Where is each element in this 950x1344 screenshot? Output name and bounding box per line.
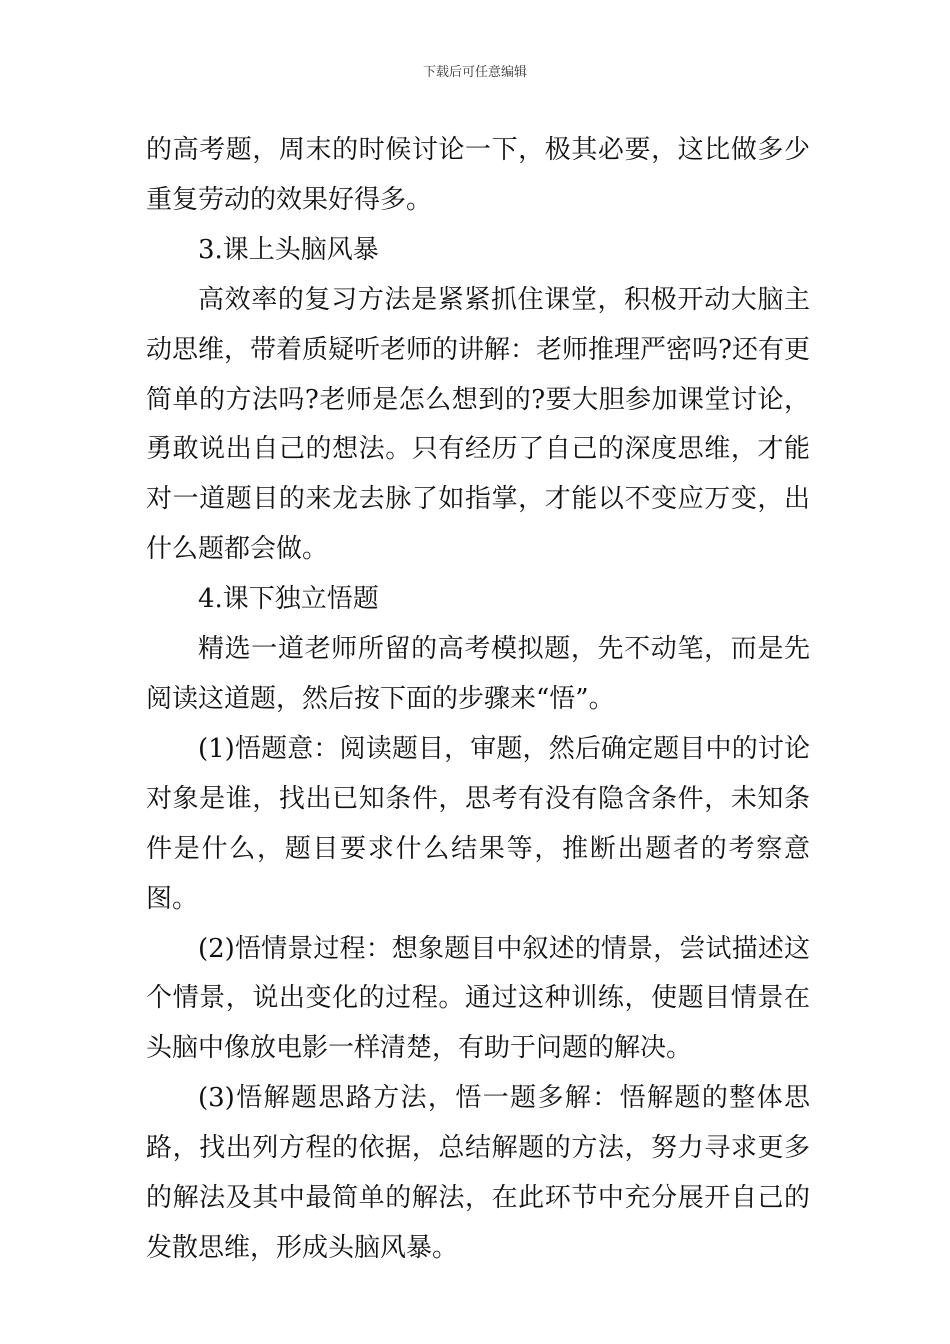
paragraph-step-1: (1)悟题意：阅读题目，审题，然后确定题目中的讨论对象是谁，找出已知条件，思考有没有隐含条件，未知条件是什么，题目要求什么结果等，推断出题者的考察意图。 — [146, 733, 810, 914]
section-heading-brainstorm: 3.课上头脑风暴 — [198, 234, 379, 265]
document-body — [146, 126, 810, 1274]
paragraph-step-2: (2)悟情景过程：想象题目中叙述的情景，尝试描述这个情景，说出变化的过程。通过这种训练，使题目情景在头脑中像放电影一样清楚，有助于问题的解决。 — [146, 933, 810, 1064]
paragraph-brainstorm: 高效率的复习方法是紧紧抓住课堂，积极开动大脑主动思维，带着质疑听老师的讲解：老师推理严密吗?还有更简单的方法吗?老师是怎么想到的?要大胆参加课堂讨论，勇敢说出自己的想法。只有经历了自己的深度思维，才能对一道题目的来龙去脉了如指掌，才能以不变应万变，出什么题都会做。 — [146, 284, 810, 565]
page-header-note: 下载后可任意编辑 — [422, 65, 527, 80]
paragraph-step-3: (3)悟解题思路方法，悟一题多解：悟解题的整体思路，找出列方程的依据，总结解题的方法，努力寻求更多的解法及其中最简单的解法，在此环节中充分展开自己的发散思维，形成头脑风暴。 — [146, 1083, 810, 1263]
paragraph-independent-study: 精选一道老师所留的高考模拟题，先不动笔，而是先阅读这道题，然后按下面的步骤来“悟”。 — [146, 634, 810, 714]
section-heading-independent-study: 4.课下独立悟题 — [198, 584, 379, 615]
paragraph-continuation: 的高考题，周末的时候讨论一下，极其必要，这比做多少重复劳动的效果好得多。 — [146, 135, 810, 215]
